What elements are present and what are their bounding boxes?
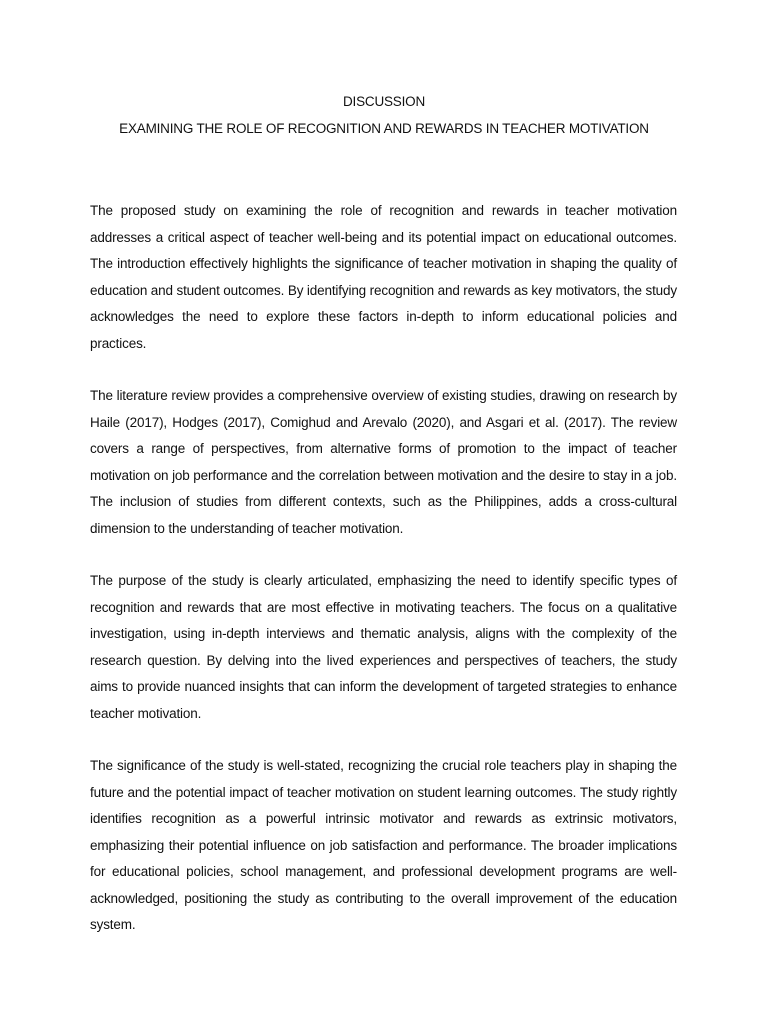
document-title: DISCUSSION (342, 94, 425, 109)
paragraph-significance: The significance of the study is well-stated, recognizing the crucial role teachers play in shaping the future and the potential impact of teacher motivation on student learning outcomes. The study rightly identifies recognition as a powerful intrinsic motivator and rewards as extrinsic motivators, emphasizing their potential influence on job satisfaction and performance. The broader implications for educational policies, school management, and professional development programs are well-acknowledged, positioning the study as contributing to the overall improvement of the education system. (90, 758, 677, 932)
paragraph-purpose: The purpose of the study is clearly articulated, emphasizing the need to identify specific types of recognition and rewards that are most effective in motivating teachers. The focus on a qualitative investigation, using in-depth interviews and thematic analysis, aligns with the complexity of the research question. By delving into the lived experiences and perspectives of teachers, the study aims to provide nuanced insights that can inform the development of targeted strategies to enhance teacher motivation. (90, 573, 677, 721)
paragraph-introduction: The proposed study on examining the role of recognition and rewards in teacher motivation addresses a critical aspect of teacher well-being and its potential impact on educational outcomes. The introduction effectively highlights the significance of teacher motivation in shaping the quality of education and student outcomes. By identifying recognition and rewards as key motivators, the study acknowledges the need to explore these factors in-depth to inform educational policies and practices. (90, 203, 677, 351)
document-subtitle: EXAMINING THE ROLE OF RECOGNITION AND REWARDS IN TEACHER MOTIVATION (119, 121, 649, 136)
paragraph-literature-review: The literature review provides a comprehensive overview of existing studies, drawing on research by Haile (2017), Hodges (2017), Comighud and Arevalo (2020), and Asgari et al. (2017). The review covers a range of perspectives, from alternative forms of promotion to the impact of teacher motivation on job performance and the correlation between motivation and the desire to stay in a job. The inclusion of studies from different contexts, such as the Philippines, adds a cross-cultural dimension to the understanding of teacher motivation. (90, 388, 677, 536)
document-body (90, 198, 677, 965)
